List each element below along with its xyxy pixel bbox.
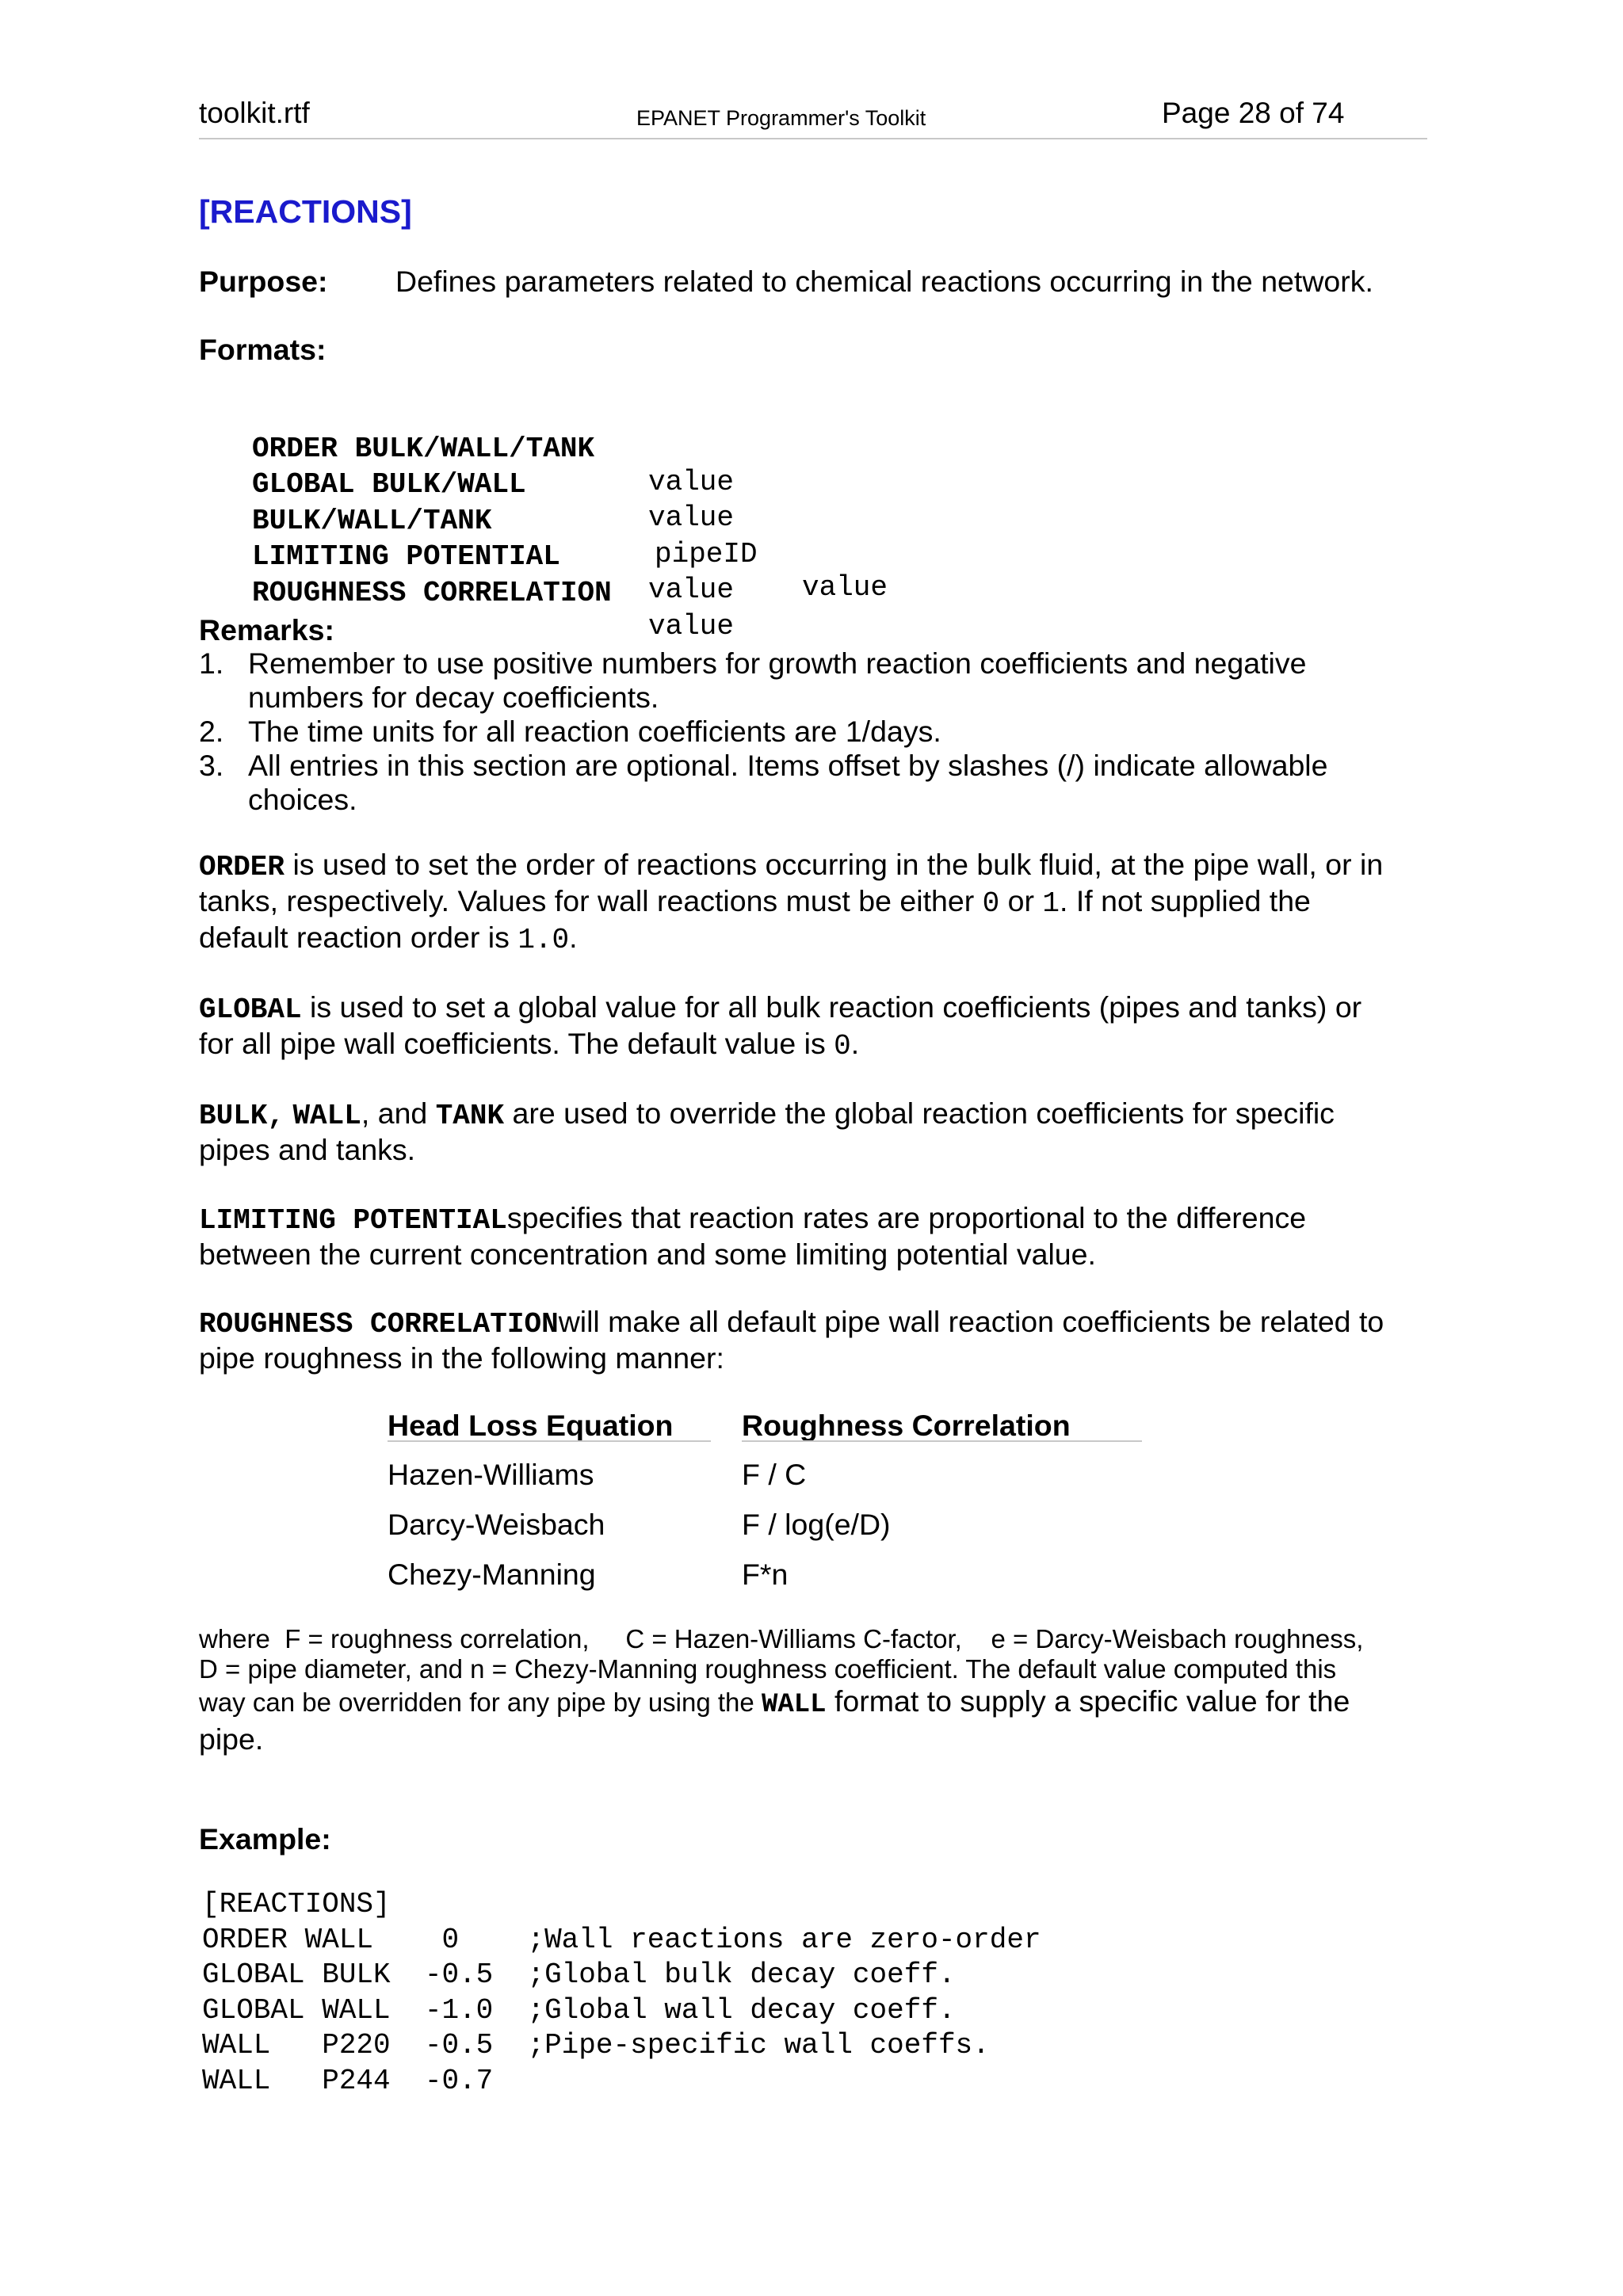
format-value: pipeID xyxy=(655,538,758,570)
formats-label: Formats: xyxy=(199,333,327,366)
keyword: LIMITING POTENTIAL xyxy=(199,1204,507,1237)
header-rule xyxy=(742,1440,1142,1442)
format-keyword: LIMITING POTENTIAL xyxy=(252,540,560,573)
purpose-text: Defines parameters related to chemical reactions occurring in the network. xyxy=(395,265,1373,298)
paragraph-text: pipe. xyxy=(199,1722,264,1756)
keyword: WALL xyxy=(761,1690,827,1720)
page-header xyxy=(199,93,1427,139)
list-number: 2. xyxy=(199,715,224,748)
table-cell: F*n xyxy=(742,1558,789,1591)
paragraph-text: . xyxy=(569,921,578,954)
paragraph-text: tanks, respectively. Values for wall reactions must be either xyxy=(199,884,983,917)
format-keyword: ROUGHNESS CORRELATION xyxy=(252,577,612,609)
paragraph-text: are used to override the global reaction coefficients for specific xyxy=(504,1097,1335,1130)
paragraph-text: is used to set the order of reactions occurring in the bulk fluid, at the pipe wall, or in xyxy=(285,848,1384,881)
table-cell: Chezy-Manning xyxy=(388,1558,596,1591)
format-value: value xyxy=(648,466,735,498)
format-value: value xyxy=(648,574,735,606)
table-cell: Hazen-Williams xyxy=(388,1458,594,1491)
header-rule xyxy=(388,1440,711,1442)
paragraph-text: for all pipe wall coefficients. The default value is xyxy=(199,1027,834,1060)
code-value: 0 xyxy=(834,1030,851,1062)
format-keyword: BULK/WALL/TANK xyxy=(252,505,492,537)
paragraph-text: or xyxy=(999,884,1043,917)
paragraph-text: specifies that reaction rates are proportional to the difference xyxy=(506,1201,1307,1234)
table-header: Head Loss Equation xyxy=(388,1409,674,1442)
code-line: WALL P220 -0.5 ;Pipe-specific wall coeffs. xyxy=(202,2029,990,2061)
header-page-number: Page 28 of 74 xyxy=(1162,97,1345,129)
example-label: Example: xyxy=(199,1822,331,1855)
paragraph-text: is used to set a global value for all bulk reaction coefficients (pipes and tanks) or xyxy=(301,990,1362,1024)
format-value: value xyxy=(648,610,735,643)
list-text: Remember to use positive numbers for growth reaction coefficients and negative xyxy=(248,646,1307,680)
code-line: ORDER WALL 0 ;Wall reactions are zero-order xyxy=(202,1923,1041,1956)
header-filename: toolkit.rtf xyxy=(199,97,310,129)
code-line: WALL P244 -0.7 xyxy=(202,2064,494,2097)
keyword: WALL xyxy=(292,1100,361,1132)
code-line: GLOBAL BULK -0.5 ;Global bulk decay coeff. xyxy=(202,1958,956,1991)
format-value: value xyxy=(648,502,735,534)
code-line: GLOBAL WALL -1.0 ;Global wall decay coeff. xyxy=(202,1993,956,2027)
code-value: 1.0 xyxy=(517,924,570,956)
list-text: The time units for all reaction coefficients are 1/days. xyxy=(248,715,941,748)
header-title: EPANET Programmer's Toolkit xyxy=(636,106,926,130)
paragraph-text: pipe roughness in the following manner: xyxy=(199,1341,724,1375)
paragraph-text: format to supply a specific value for the xyxy=(826,1684,1350,1718)
list-number: 1. xyxy=(199,646,224,680)
paragraph-text: way can be overridden for any pipe by using the xyxy=(199,1688,762,1717)
code-value: 1 xyxy=(1042,887,1060,920)
remarks-label: Remarks: xyxy=(199,613,334,646)
paragraph-text: between the current concentration and some limiting potential value. xyxy=(199,1238,1096,1271)
list-number: 3. xyxy=(199,749,224,782)
keyword: BULK, xyxy=(199,1100,285,1132)
format-value: value xyxy=(802,571,888,604)
section-title: [REACTIONS] xyxy=(199,193,412,230)
paragraph-text: default reaction order is xyxy=(199,921,518,954)
table-cell: F / C xyxy=(742,1458,807,1491)
paragraph-text: where F = roughness correlation, C = Hazen-Williams C-factor, e = Darcy-Weisbach roughness, xyxy=(199,1624,1364,1653)
paragraph-text: pipes and tanks. xyxy=(199,1133,416,1166)
paragraph-text: will make all default pipe wall reaction coefficients be related to xyxy=(558,1305,1384,1338)
purpose-label: Purpose: xyxy=(199,265,328,298)
format-keyword: GLOBAL BULK/WALL xyxy=(252,468,526,501)
paragraph-text: D = pipe diameter, and n = Chezy-Manning roughness coefficient. The default value computed this xyxy=(199,1654,1337,1684)
table-header: Roughness Correlation xyxy=(742,1409,1071,1442)
table-cell: Darcy-Weisbach xyxy=(388,1508,605,1541)
keyword: ORDER xyxy=(199,851,285,883)
paragraph-text: . If not supplied the xyxy=(1060,884,1311,917)
table-cell: F / log(e/D) xyxy=(742,1508,891,1541)
format-keyword: ORDER BULK/WALL/TANK xyxy=(252,433,595,465)
list-text: choices. xyxy=(248,783,357,816)
keyword: ROUGHNESS CORRELATION xyxy=(199,1308,559,1341)
code-value: 0 xyxy=(982,887,1000,920)
keyword: TANK xyxy=(435,1100,505,1132)
paragraph-text: , and xyxy=(361,1097,436,1130)
paragraph-text: . xyxy=(850,1027,860,1060)
example-code-block xyxy=(202,1887,1041,2099)
list-text: numbers for decay coefficients. xyxy=(248,681,659,714)
list-text: All entries in this section are optional. Items offset by slashes (/) indicate allowable xyxy=(248,749,1328,782)
keyword: GLOBAL xyxy=(199,994,302,1026)
code-line: [REACTIONS] xyxy=(202,1888,391,1920)
